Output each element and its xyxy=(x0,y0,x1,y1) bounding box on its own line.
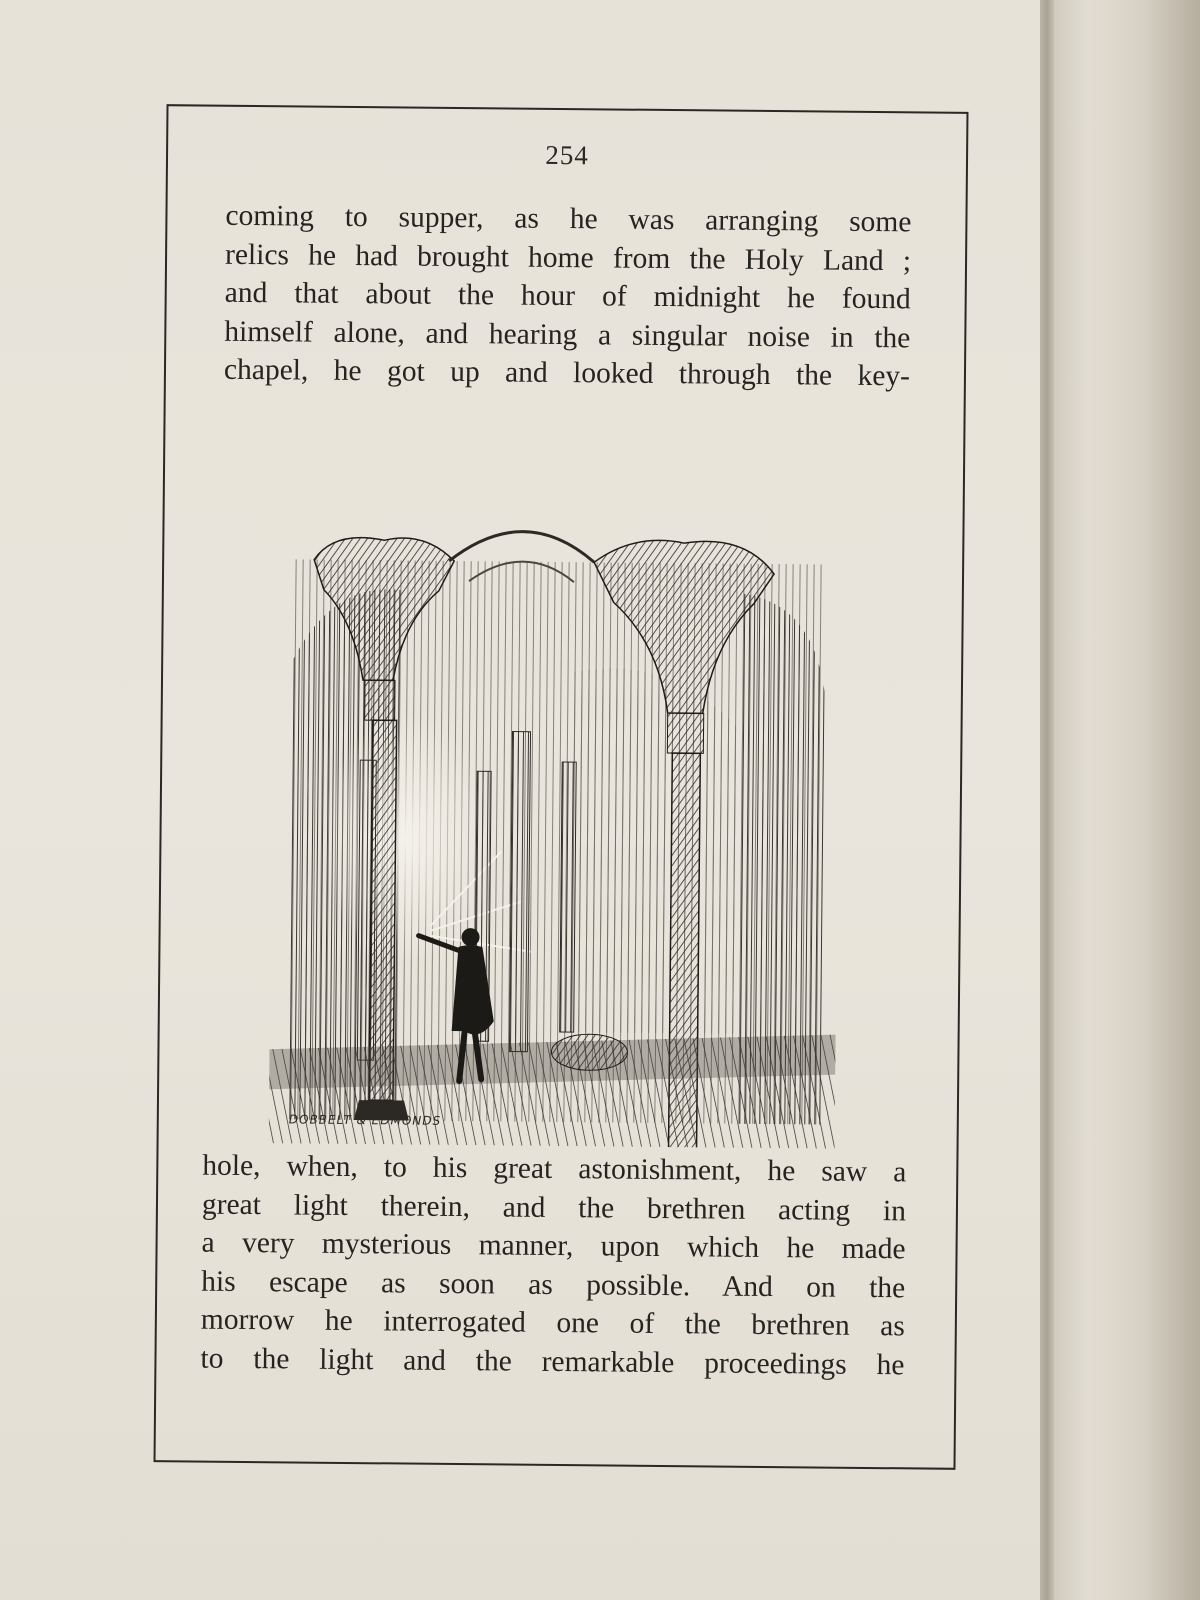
text-line: chapel, he got up and looked through the key- xyxy=(223,353,911,393)
text-line: morrow he interrogated one of the brethren as xyxy=(200,1303,905,1343)
facing-page-edge xyxy=(1050,0,1200,1600)
text-line: and that about the hour of midnight he found xyxy=(224,276,911,316)
top-paragraph xyxy=(224,197,912,396)
text-line: his escape as soon as possible. And on the xyxy=(201,1265,906,1304)
engraving-illustration xyxy=(269,429,842,1148)
vault-arch xyxy=(449,531,594,562)
book-gutter xyxy=(1040,0,1054,1600)
page-number: 254 xyxy=(545,139,589,171)
bottom-paragraph xyxy=(200,1147,906,1385)
text-line: coming to supper, as he was arranging some xyxy=(225,199,912,239)
text-line: great light therein, and the brethren acting in xyxy=(201,1188,907,1227)
cloister-engraving xyxy=(269,429,842,1148)
fallen-column-drum xyxy=(551,1034,627,1071)
text-line: relics he had brought home from the Holy Land ; xyxy=(224,238,912,277)
engraver-signature: DOBBELT & EDMONDS xyxy=(288,1112,442,1128)
text-line: hole, when, to his great astonishment, he saw a xyxy=(202,1149,907,1189)
page-border-frame xyxy=(154,104,969,1470)
text-line: to the light and the remarkable proceedings he xyxy=(200,1342,905,1381)
text-line: himself alone, and hearing a singular noise in the xyxy=(224,315,911,354)
text-line: a very mysterious manner, upon which he made xyxy=(201,1226,906,1266)
